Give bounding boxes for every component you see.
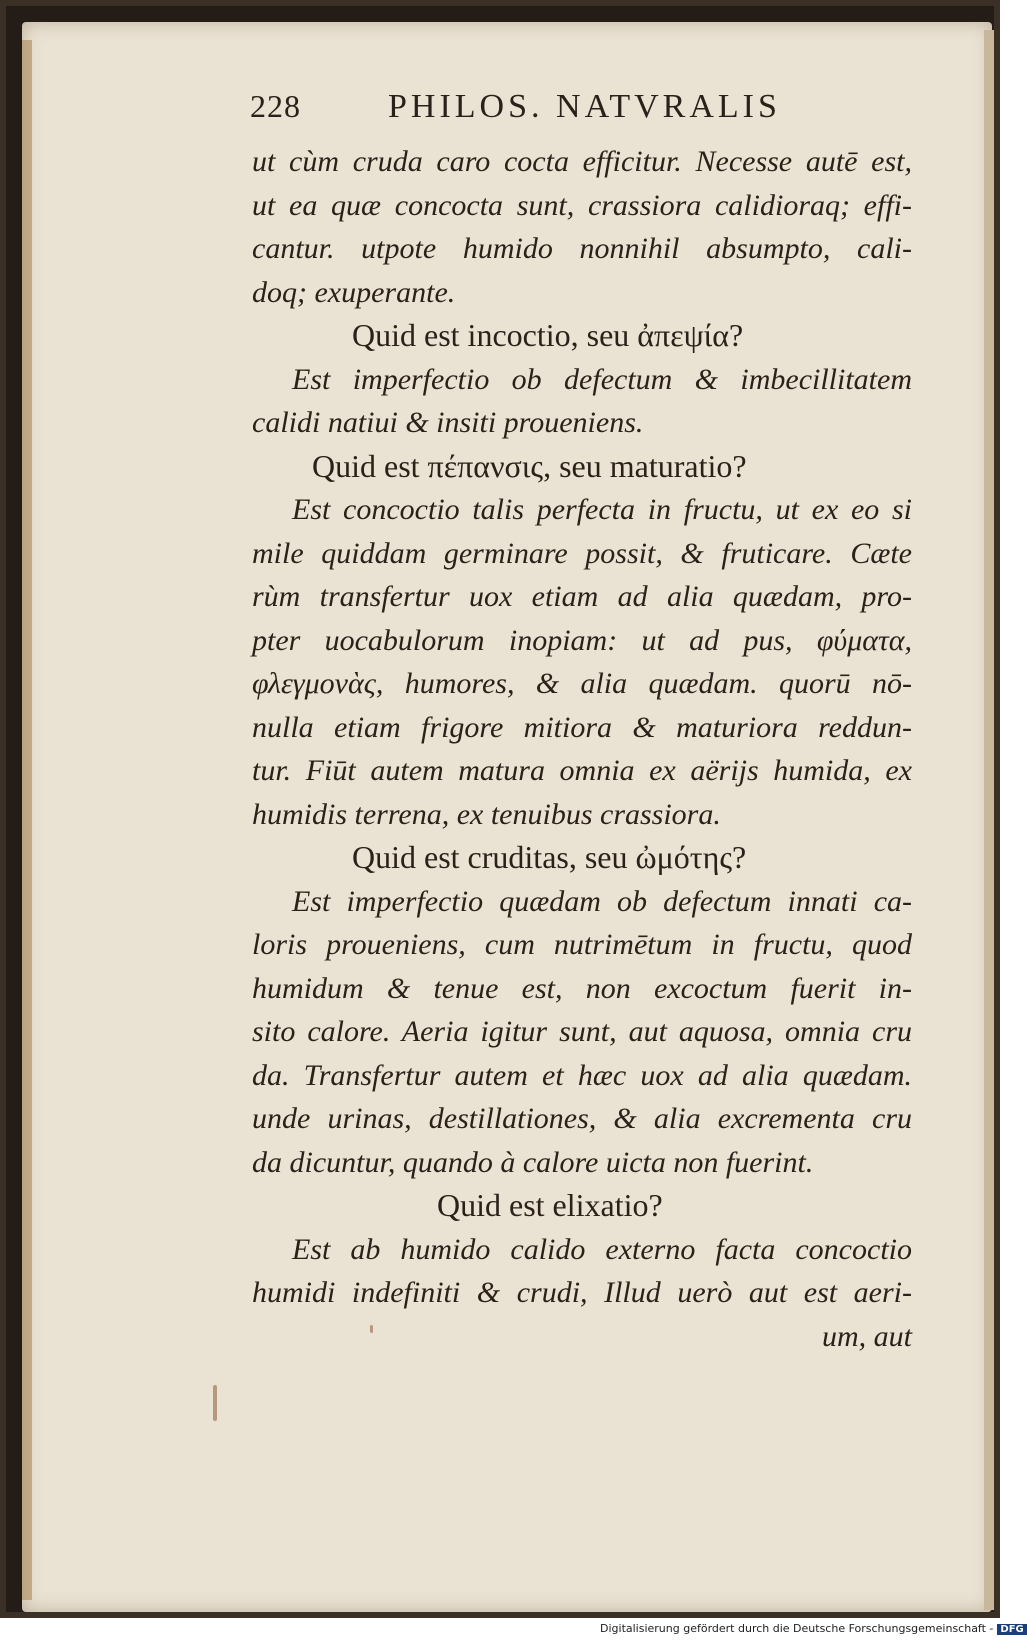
text-line: pter uocabulorum inopiam: ut ad pus, φύματα, [252,623,912,657]
ink-stain [213,1385,217,1421]
text-line: da dicuntur, quando à calore uicta non fuerint. [252,1145,814,1179]
text-line: Est imperfectio quædam ob defectum innati ca- [292,884,912,918]
text-line: rùm transfertur uox etiam ad alia quædam, pro- [252,580,912,613]
text-line: sito calore. Aeria igitur sunt, aut aquosa, omnia cru [252,1015,912,1048]
text-line: humidi indefiniti & crudi, Illud uerò aut est aeri- [252,1276,912,1309]
text-line: da. Transfertur autem et hæc uox ad alia quædam. [252,1058,912,1092]
text-line: humidum & tenue est, non excoctum fuerit in- [252,971,912,1005]
text-line: loris proueniens, cum nutrimētum in fructu, quod [252,928,912,961]
text-line: Est concoctio talis perfecta in fructu, ut ex eo si [292,493,912,526]
text-line: nulla etiam frigore mitiora & maturiora reddun- [252,710,912,744]
text-line: cantur. utpote humido nonnihil absumpto, cali- [252,232,912,265]
running-head [250,88,910,138]
catchword: um, aut [822,1319,912,1353]
dfg-logo: DFG [997,1624,1026,1635]
text-line: calidi natiui & insiti proueniens. [252,406,644,439]
text-line: tur. Fiūt autem matura omnia ex aërijs humida, ex [252,754,912,787]
running-title: PHILOS. NATVRALIS [388,88,781,125]
question-heading: Quid est cruditas, seu ὠμότης? [352,839,747,875]
text-line: mile quiddam germinare possit, & fruticare. Cæte [252,536,912,570]
credit-text: Digitalisierung gefördert durch die Deutsche Forschungsgemeinschaft - [600,1622,994,1635]
page-fore-edge [984,30,994,1610]
text-line: Est imperfectio ob defectum & imbecillitatem [292,362,912,396]
text-line: Est ab humido calido externo facta concoctio [292,1232,912,1266]
question-heading: Quid est πέπανσις, seu maturatio? [312,447,747,484]
text-line: ut ea quæ concocta sunt, crassiora calidioraq; effi- [252,188,912,222]
text-line: humidis terrena, ex tenuibus crassiora. [252,797,721,831]
text-line: ut cùm cruda caro cocta efficitur. Necesse autē est, [252,145,912,178]
page-gutter-edge [22,40,32,1600]
digitization-credit [600,1622,1024,1642]
text-line: doq; exuperante. [252,275,456,309]
text-line: φλεγμονὰς, humores, & alia quædam. quorū nō- [252,667,912,700]
question-heading: Quid est incoctio, seu ἀπεψία? [352,317,744,353]
question-heading: Quid est elixatio? [437,1187,663,1223]
text-line: unde urinas, destillationes, & alia excrementa cru [252,1102,912,1135]
body-text [252,140,912,1358]
page-number: 228 [250,88,301,124]
